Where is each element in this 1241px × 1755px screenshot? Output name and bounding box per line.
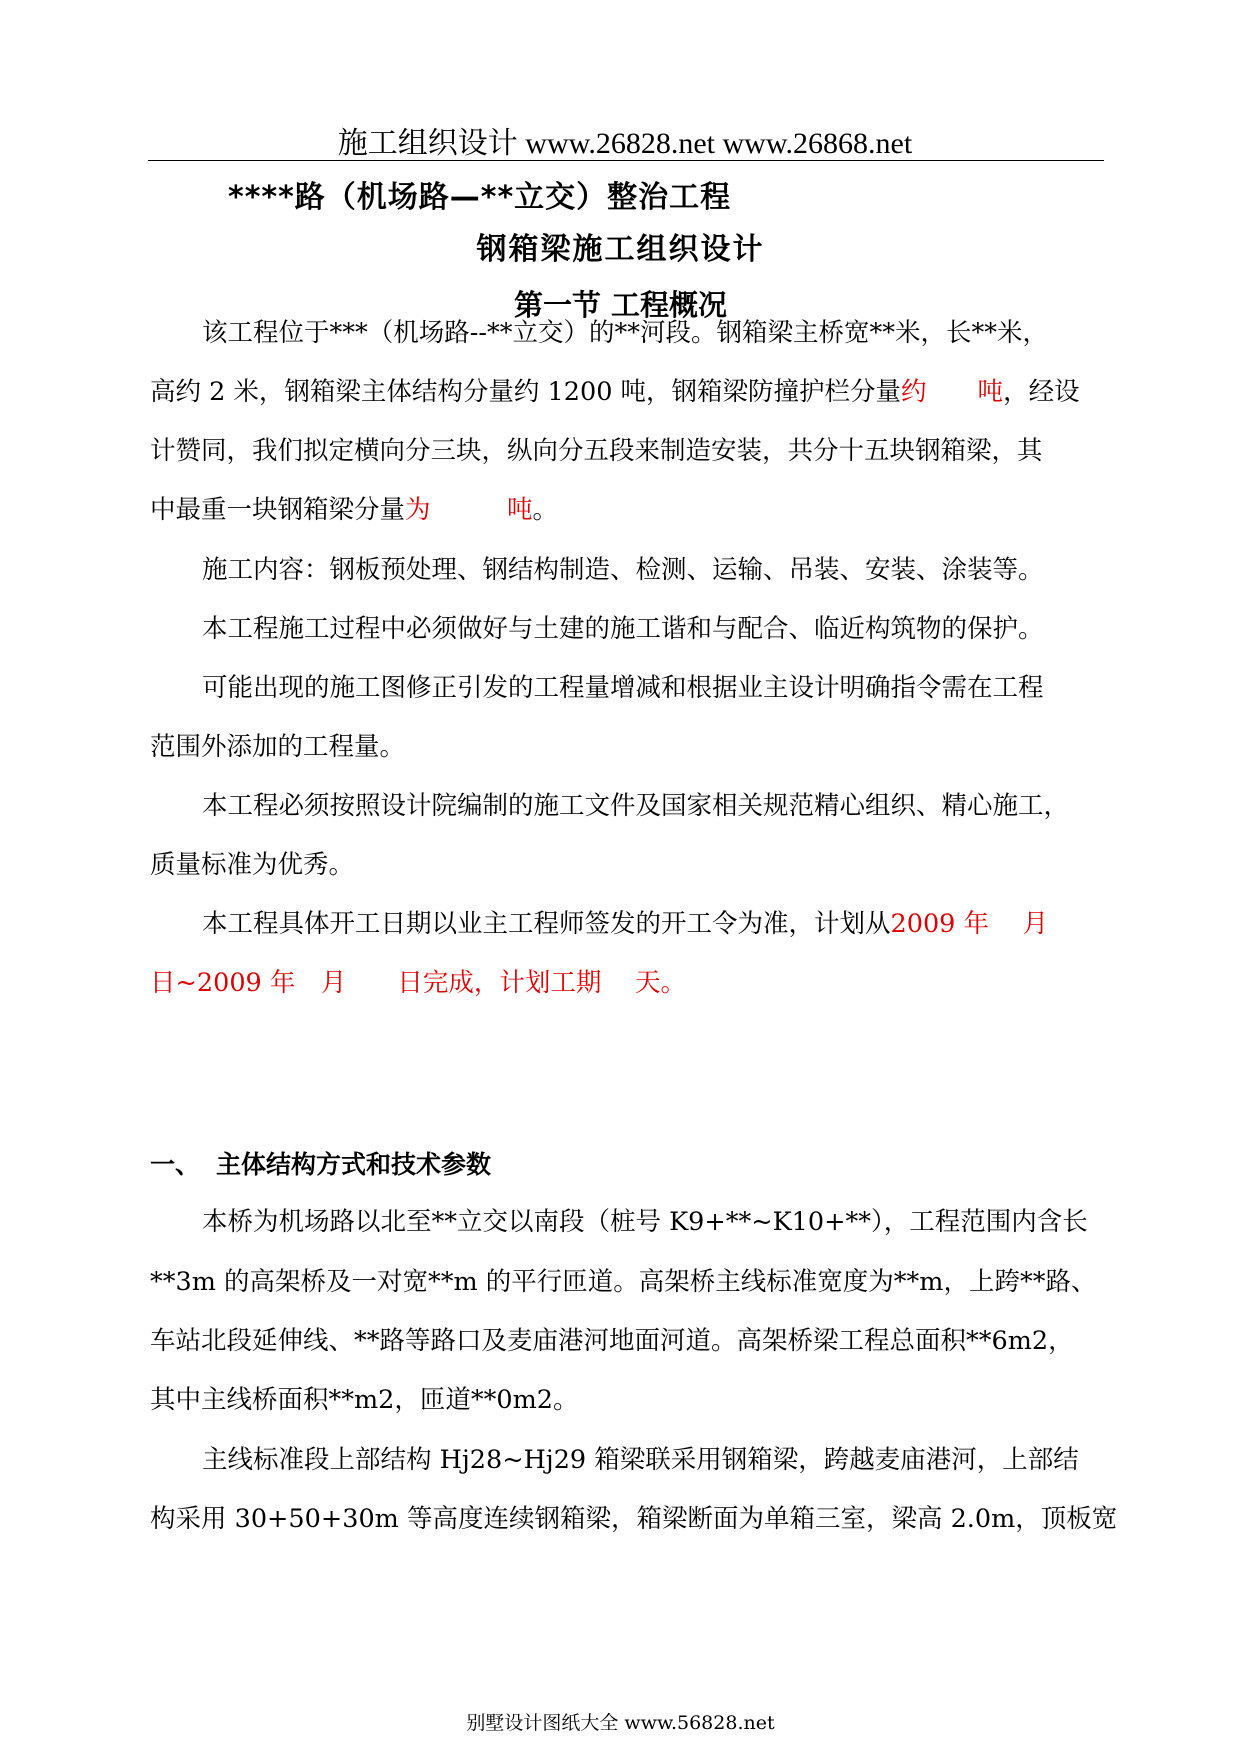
page-footer: 别墅设计图纸大全 www.56828.net <box>466 1712 775 1734</box>
highlight-text: 约 吨 <box>901 377 1004 407</box>
body-text: 。 <box>660 968 686 998</box>
body-line <box>202 904 1048 940</box>
body-line: 施工内容：钢板预处理、钢结构制造、检测、运输、吊装、安装、涂装等。 <box>202 555 1044 585</box>
body-line: 该工程位于***（机场路--**立交）的**河段。钢箱梁主桥宽**米，长**米， <box>202 318 1048 348</box>
body-line: 本工程施工过程中必须做好与土建的施工谐和与配合、临近构筑物的保护。 <box>202 614 1044 644</box>
body-text: 中最重一块钢箱梁分量 <box>150 495 406 525</box>
body-line: 计赞同，我们拟定横向分三块，纵向分五段来制造安装，共分十五块钢箱梁，其 <box>150 436 1043 466</box>
body-line <box>150 963 686 999</box>
heading-number: 一、 <box>150 1150 201 1179</box>
body-line: 其中主线桥面积**m2，匝道**0m2。 <box>150 1385 579 1415</box>
body-line <box>150 372 1080 408</box>
subsection-heading <box>150 1145 491 1181</box>
body-text: 高约 2 米，钢箱梁主体结构分量约 1200 吨，钢箱梁防撞护栏分量 <box>150 377 902 407</box>
body-line: 构采用 30+50+30m 等高度连续钢箱梁，箱梁断面为单箱三室，梁高 2.0m，顶板宽 <box>150 1504 1118 1534</box>
highlight-text: 为 吨 <box>405 495 533 525</box>
body-line: 本桥为机场路以北至**立交以南段（桩号 K9+**~K10+**），工程范围内含长 <box>202 1207 1088 1237</box>
document-title: ****路（机场路—**立交）整治工程 <box>228 180 732 215</box>
body-line: 主线标准段上部结构 Hj28~Hj29 箱梁联采用钢箱梁，跨越麦庙港河，上部结 <box>202 1445 1079 1475</box>
body-line <box>150 490 558 526</box>
highlight-text: 日~2009 年 月 日完成，计划工期 天 <box>150 968 661 998</box>
highlight-text: 2009 年 月 <box>890 909 1049 939</box>
heading-text: 主体结构方式和技术参数 <box>216 1150 492 1179</box>
header-divider <box>148 160 1104 161</box>
body-text: ，经设 <box>1003 377 1080 407</box>
body-line: 质量标准为优秀。 <box>150 850 355 880</box>
body-text: 。 <box>532 495 559 525</box>
body-line: 可能出现的施工图修正引发的工程量增减和根据业主设计明确指令需在工程 <box>202 673 1044 703</box>
body-line: **3m 的高架桥及一对宽**m 的平行匝道。高架桥主线标准宽度为**m，上跨**路、 <box>150 1267 1097 1297</box>
document-subtitle: 钢箱梁施工组织设计 <box>476 232 765 267</box>
body-line: 范围外添加的工程量。 <box>150 732 406 762</box>
body-text: 本工程具体开工日期以业主工程师签发的开工令为准，计划从 <box>202 909 891 939</box>
page-header: 施工组织设计 www.26828.net www.26868.net <box>337 127 913 160</box>
body-line: 车站北段延伸线、**路等路口及麦庙港河地面河道。高架桥梁工程总面积**6m2， <box>150 1326 1074 1356</box>
section-title: 第一节 工程概况 <box>513 288 728 322</box>
body-line: 本工程必须按照设计院编制的施工文件及国家相关规范精心组织、精心施工， <box>202 791 1070 821</box>
